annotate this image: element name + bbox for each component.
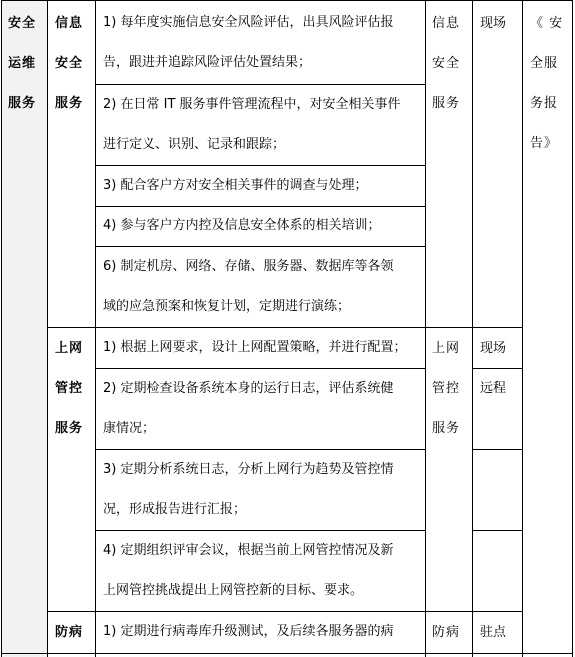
item-line: 告，跟进并追踪风险评估处置结果；	[103, 55, 312, 70]
deliverable-line: 安全	[432, 56, 461, 71]
section-name-line: 信息	[55, 16, 84, 31]
item-cell	[103, 450, 393, 530]
grid-line	[472, 449, 523, 450]
item-line: 4) 参与客户方内控及信息安全体系的相关培训；	[103, 218, 381, 233]
grid-line	[1, 0, 2, 657]
deliverable-line: 上网	[432, 341, 461, 356]
grid-line	[1, 653, 573, 654]
item-line: 况，形成报告进行汇报；	[103, 502, 247, 517]
deliverable-cell	[432, 329, 472, 449]
item-cell	[103, 612, 393, 652]
item-line: 2) 定期检查设备系统本身的运行日志，评估系统健	[103, 381, 394, 396]
section-name-cell	[55, 613, 95, 653]
category-line: 安全	[8, 16, 37, 31]
category-line: 运维	[8, 56, 37, 71]
mode-cell: 现场	[480, 16, 507, 31]
item-line: 上网管控挑战提出上网管控新的目标、要求。	[103, 583, 364, 598]
section-name-line: 安全	[55, 56, 84, 71]
item-cell	[103, 247, 393, 327]
grid-line	[1, 0, 573, 1]
item-cell	[103, 531, 393, 611]
item-line: 6) 制定机房、网络、存储、服务器、数据库等各领	[103, 259, 394, 274]
category-line: 服务	[8, 96, 37, 111]
category-cell	[8, 4, 48, 124]
item-line: 4) 定期组织评审会议，根据当前上网管控情况及新	[103, 543, 394, 558]
item-line: 康情况；	[103, 421, 156, 436]
section-name-cell	[55, 4, 95, 124]
grid-line	[95, 0, 96, 657]
item-line: 3) 配合客户方对安全相关事件的调查与处理；	[103, 178, 368, 193]
item-cell	[103, 369, 393, 449]
grid-line	[425, 0, 426, 657]
report-line: 告》	[530, 136, 559, 151]
item-line: 2) 在日常 IT 服务事件管理流程中，对安全相关事件	[103, 97, 401, 112]
section-name-line: 管控	[55, 381, 84, 396]
deliverable-cell	[432, 613, 472, 653]
mode-cell: 驻点	[480, 625, 507, 640]
item-line: 1) 每年度实施信息安全风险评估，出具风险评估报	[103, 15, 394, 30]
deliverable-line: 服务	[432, 96, 461, 111]
report-line: 务报	[530, 96, 559, 111]
section-name-line: 上网	[55, 341, 84, 356]
item-line: 1) 根据上网要求，设计上网配置策略，并进行配置；	[103, 340, 407, 355]
item-cell	[103, 206, 380, 246]
report-cell	[530, 4, 572, 164]
grid-line	[522, 0, 523, 657]
report-line: 《 安	[530, 16, 564, 31]
section-name-line: 服务	[55, 96, 84, 111]
item-line: 进行定义、识别、记录和跟踪；	[103, 137, 286, 152]
deliverable-line: 防病	[432, 625, 461, 640]
item-cell	[103, 85, 401, 165]
item-line: 域的应急预案和恢复计划，定期进行演练；	[103, 299, 351, 314]
section-name-line: 服务	[55, 421, 84, 436]
item-cell	[103, 166, 367, 206]
deliverable-cell	[432, 4, 472, 124]
deliverable-line: 信息	[432, 16, 461, 31]
report-line: 全服	[530, 56, 559, 71]
grid-line	[572, 0, 573, 657]
section-name-cell	[55, 329, 95, 449]
grid-line	[472, 0, 473, 657]
deliverable-line: 管控	[432, 381, 461, 396]
deliverable-line: 服务	[432, 421, 461, 436]
item-line: 1) 定期进行病毒库升级测试，及后续各服务器的病	[103, 624, 394, 639]
mode-cell: 远程	[480, 381, 507, 396]
mode-cell: 现场	[480, 341, 507, 356]
item-cell	[103, 328, 406, 368]
item-line: 3) 定期分析系统日志，分析上网行为趋势及管控情	[103, 462, 394, 477]
section-name-line: 防病	[55, 625, 84, 640]
item-cell	[103, 3, 393, 83]
grid-line	[472, 530, 523, 531]
